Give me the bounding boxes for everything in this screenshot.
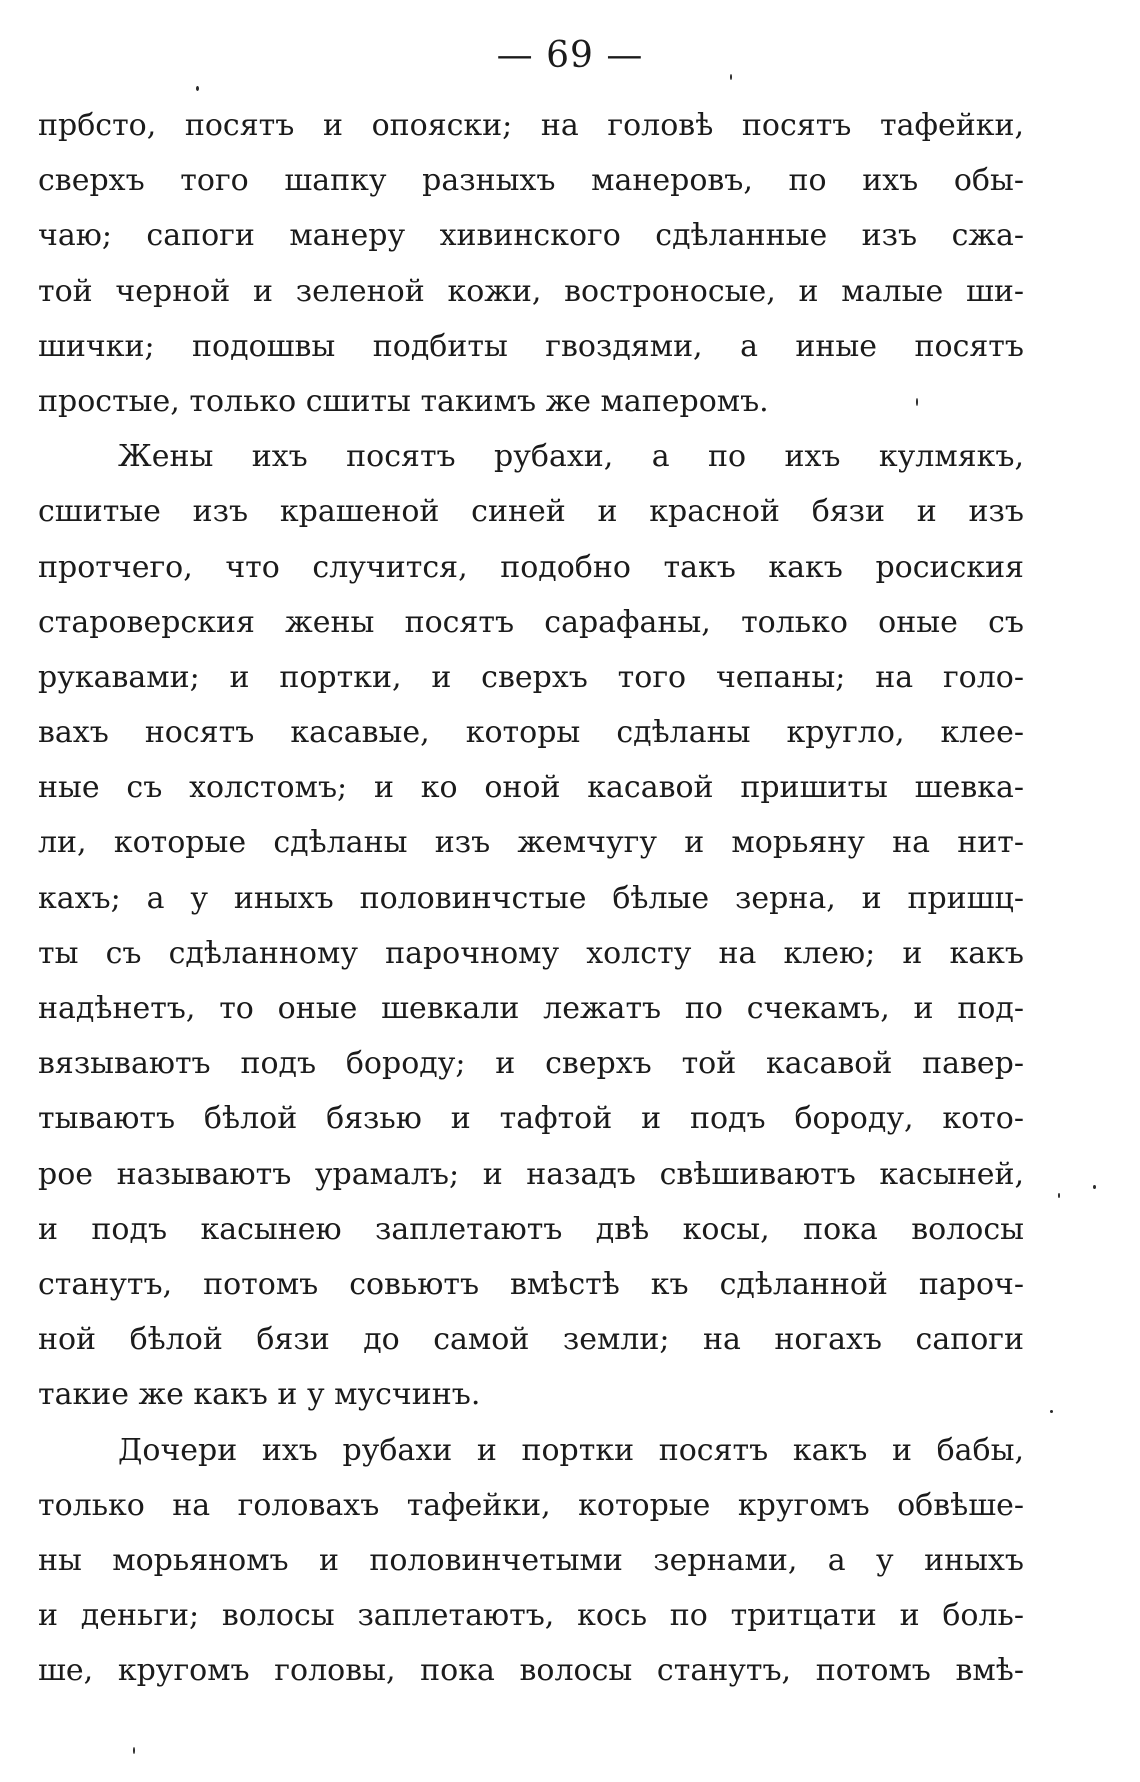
text-line: ной бѣлой бязи до самой земли; на ногахъ сапоги	[38, 1322, 1024, 1358]
text-line: шички; подошвы подбиты гвоздями, а иные посятъ	[38, 328, 1024, 364]
text-line: староверския жены посятъ сарафаны, только оные съ	[38, 604, 1024, 640]
text-line: вахъ носятъ касавые, которы сдѣланы кругло, клее-	[38, 715, 1024, 751]
text-line: и деньги; волосы заплетаютъ, кось по тритцати и боль-	[38, 1598, 1024, 1634]
text-line: надѣнетъ, то оные шевкали лежатъ по счекамъ, и под-	[38, 991, 1024, 1026]
text-line: кахъ; а у иныхъ половинчстые бѣлые зерна, и пришц-	[38, 880, 1024, 916]
text-line: ше, кругомъ головы, пока волосы станутъ, потомъ вмѣ-	[38, 1653, 1024, 1689]
text-line: протчего, что случится, подобно такъ какъ росиския	[38, 549, 1024, 585]
text-line: чаю; сапоги манеру хивинского сдѣланные изъ сжа-	[38, 218, 1024, 254]
paragraph-3	[38, 1423, 1024, 1699]
scan-speck	[133, 1747, 135, 1754]
scan-speck	[1093, 1185, 1096, 1189]
paragraph-1	[38, 98, 1024, 429]
scan-speck	[1058, 1193, 1060, 1198]
text-line: прбсто, посятъ и опояски; на головѣ посятъ тафейки,	[38, 108, 1024, 143]
text-line: станутъ, потомъ совьютъ вмѣстѣ къ сдѣланной пароч-	[38, 1266, 1024, 1302]
scan-speck	[730, 74, 732, 80]
page-number: — 69 —	[496, 35, 644, 76]
text-line: Дочери ихъ рубахи и портки посятъ какъ и бабы,	[118, 1432, 1024, 1468]
text-line: вязываютъ подъ бороду; и сверхъ той касавой павер-	[38, 1046, 1024, 1082]
text-line: той черной и зеленой кожи, востроносые, и малые ши-	[38, 273, 1024, 309]
text-line: простые, только сшиты такимъ же маперомъ.	[38, 383, 769, 419]
text-line: тываютъ бѣлой бязью и тафтой и подъ бороду, кото-	[38, 1101, 1024, 1137]
scan-speck	[1050, 1410, 1053, 1413]
text-line: сшитые изъ крашеной синей и красной бязи и изъ	[38, 494, 1024, 530]
text-line: ли, которые сдѣланы изъ жемчугу и морьяну на нит-	[38, 825, 1024, 861]
body-text	[38, 98, 1024, 1698]
text-line: Жены ихъ посятъ рубахи, а по ихъ кулмякъ,	[118, 439, 1024, 475]
scan-speck	[196, 86, 199, 91]
text-line: и подъ касынею заплетаютъ двѣ косы, пока волосы	[38, 1211, 1024, 1247]
text-line: сверхъ того шапку разныхъ манеровъ, по ихъ обы-	[38, 163, 1024, 199]
text-line: ны морьяномъ и половинчетыми зернами, а у иныхъ	[38, 1542, 1024, 1578]
text-line: только на головахъ тафейки, которые кругомъ обвѣше-	[38, 1487, 1024, 1523]
text-line: такие же какъ и у мусчинъ.	[38, 1377, 481, 1413]
text-line: ты съ сдѣланному парочному холсту на клею; и какъ	[38, 935, 1024, 971]
text-line: рое называютъ урамалъ; и назадъ свѣшиваютъ касыней,	[38, 1156, 1024, 1192]
text-line: рукавами; и портки, и сверхъ того чепаны; на голо-	[38, 659, 1024, 695]
scan-speck	[916, 398, 918, 406]
paragraph-2	[38, 429, 1024, 1422]
text-line: ные съ холстомъ; и ко оной касавой пришиты шевка-	[38, 770, 1024, 806]
